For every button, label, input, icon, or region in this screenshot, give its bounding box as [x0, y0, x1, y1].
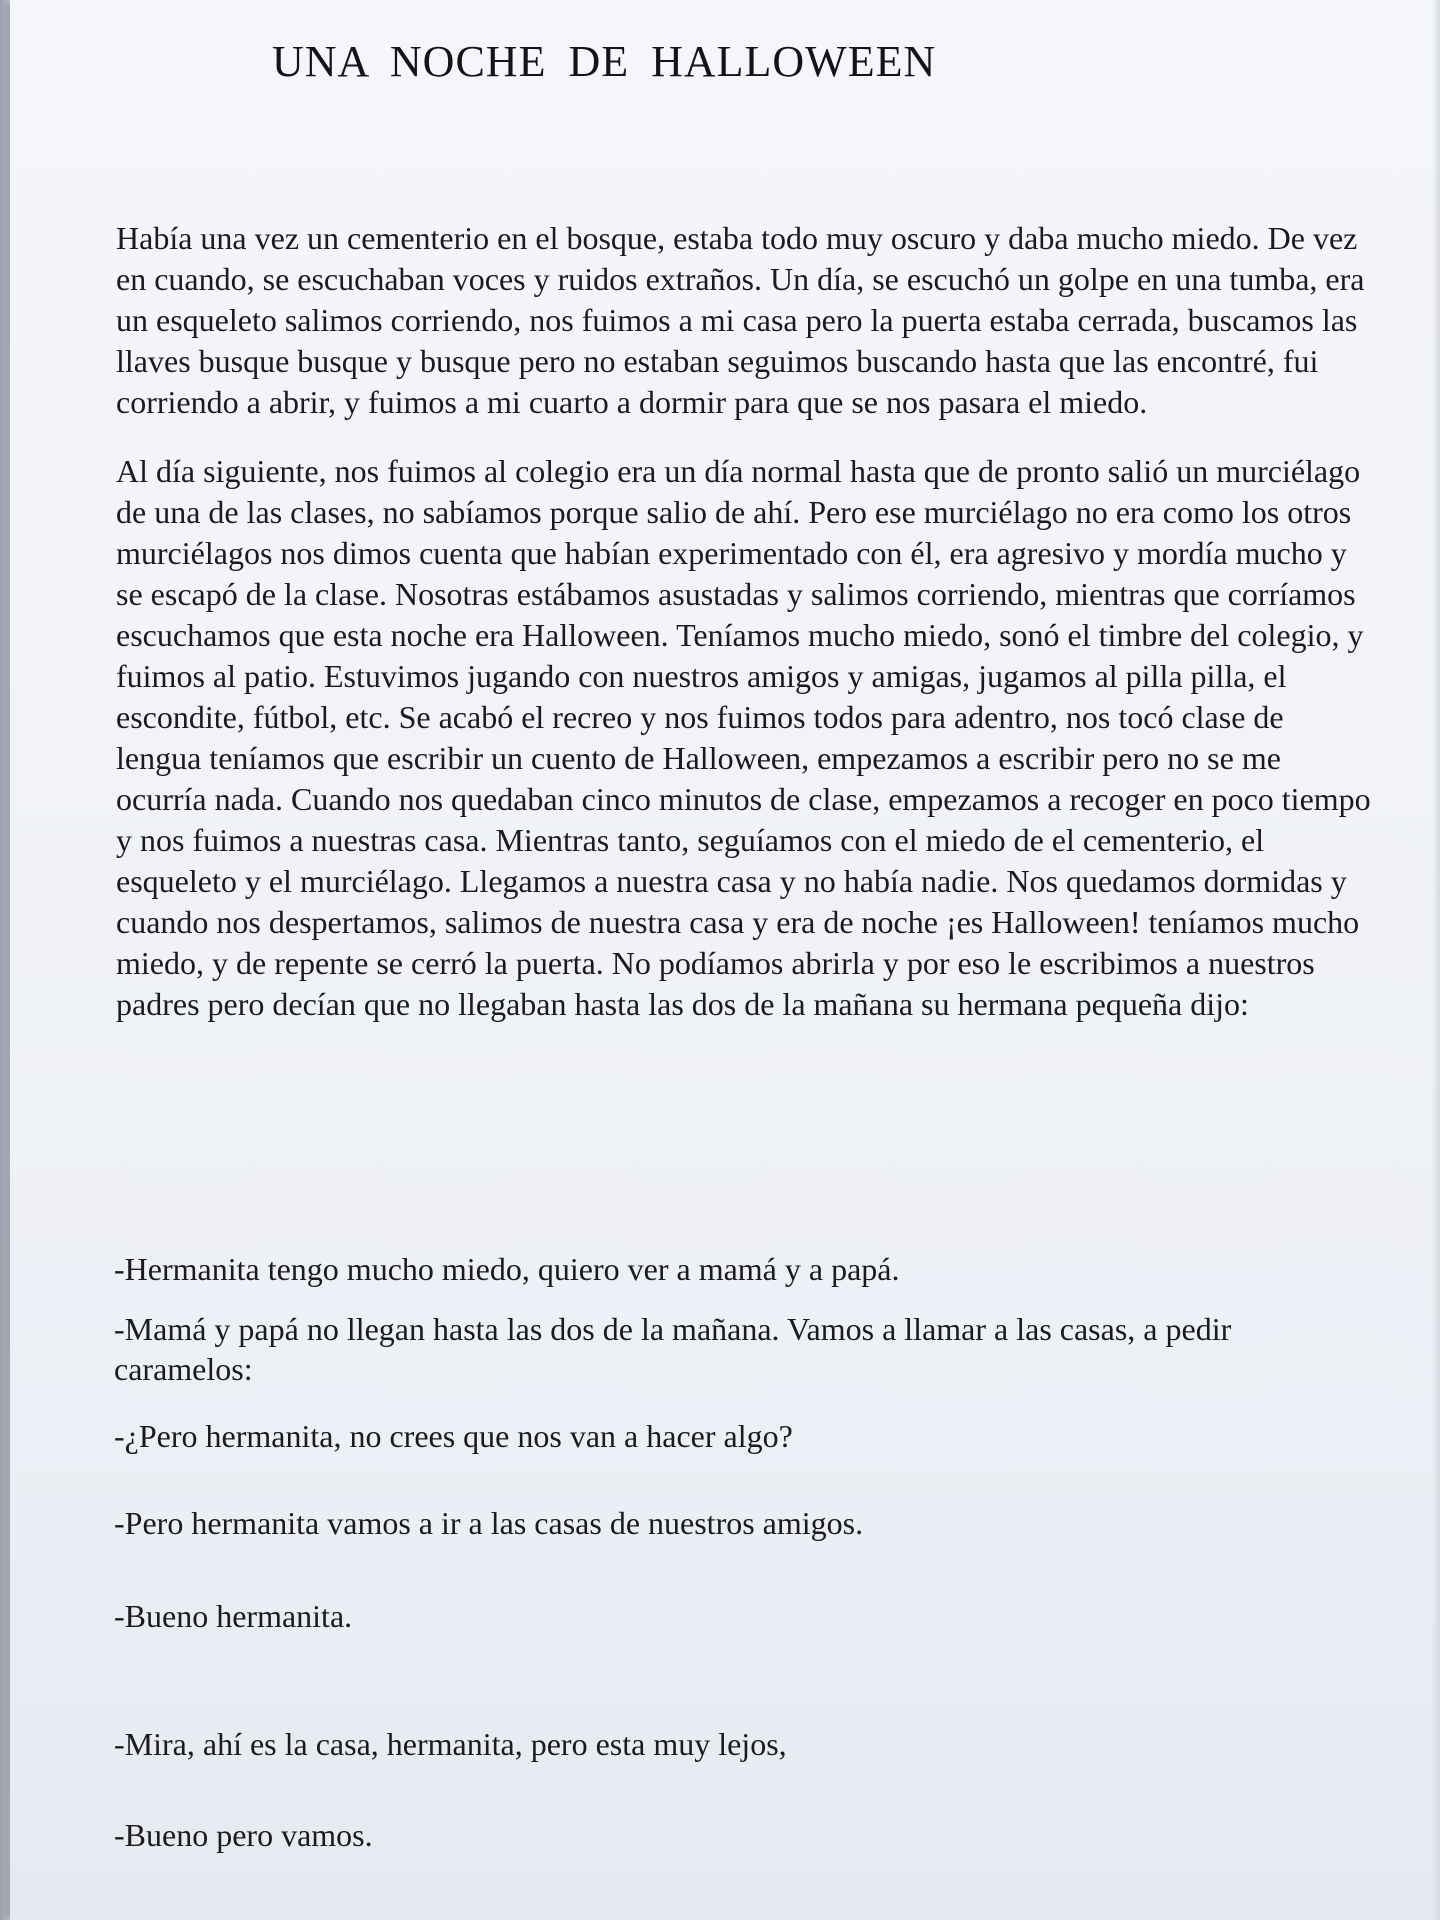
- dialogue-line-2: -Mamá y papá no llegan hasta las dos de la mañana. Vamos a llamar a las casas, a pedir caramelos:: [114, 1311, 1232, 1387]
- story-body: [116, 218, 1376, 1025]
- story-paragraph-1: Había una vez un cementerio en el bosque, estaba todo muy oscuro y daba mucho miedo. De vez en cuando, se escuchaban voces y ruidos extraños. Un día, se escuchó un golpe en una tumba, era un esqueleto salimos corriendo, nos fuimos a mi casa pero la puerta estaba cerrada, buscamos las llaves busque busque y busque pero no estaban seguimos buscando hasta que las encontré, fui corriendo a abrir, y fuimos a mi cuarto a dormir para que se nos pasara el miedo.: [116, 220, 1365, 420]
- dialogue-line-5: -Bueno hermanita.: [114, 1598, 353, 1634]
- dialogue-line-7: -Bueno pero vamos.: [114, 1817, 373, 1853]
- dialogue-line-1: -Hermanita tengo mucho miedo, quiero ver a mamá y a papá.: [114, 1251, 900, 1287]
- paper-edge-shadow: [1432, 0, 1440, 1920]
- dialogue-line-4: -Pero hermanita vamos a ir a las casas de nuestros amigos.: [114, 1505, 864, 1541]
- dialogue-line-6: -Mira, ahí es la casa, hermanita, pero esta muy lejos,: [114, 1726, 787, 1762]
- dialogue-line-3: -¿Pero hermanita, no crees que nos van a hacer algo?: [114, 1418, 793, 1454]
- story-paragraph-2: Al día siguiente, nos fuimos al colegio era un día normal hasta que de pronto salió un murciélago de una de las clases, no sabíamos porque salio de ahí. Pero ese murciélago no era como los otros murciélagos nos dimos cuenta que habían experimentado con él, era agresivo y mordía mucho y se escapó de la clase. Nosotras estábamos asustadas y salimos corriendo, mientras que corríamos escuchamos que esta noche era Halloween. Teníamos mucho miedo, sonó el timbre del colegio, y fuimos al patio. Estuvimos jugando con nuestros amigos y amigas, jugamos al pilla pilla, el escondite, fútbol, etc. Se acabó el recreo y nos fuimos todos para adentro, nos tocó clase de lengua teníamos que escribir un cuento de Halloween, empezamos a escribir pero no se me ocurría nada. Cuando nos quedaban cinco minutos de clase, empezamos a recoger en poco tiempo y nos fuimos a nuestras casa. Mientras tanto, seguíamos con el miedo de el cementerio, el esqueleto y el murciélago. Llegamos a nuestra casa y no había nadie. Nos quedamos dormidas y cuando nos despertamos, salimos de nuestra casa y era de noche ¡es Halloween! teníamos mucho miedo, y de repente se cerró la puerta. No podíamos abrirla y por eso le escribimos a nuestros padres pero decían que no llegaban hasta las dos de la mañana su hermana pequeña dijo:: [116, 453, 1371, 1022]
- story-title: UNA NOCHE DE HALLOWEEN: [272, 37, 937, 86]
